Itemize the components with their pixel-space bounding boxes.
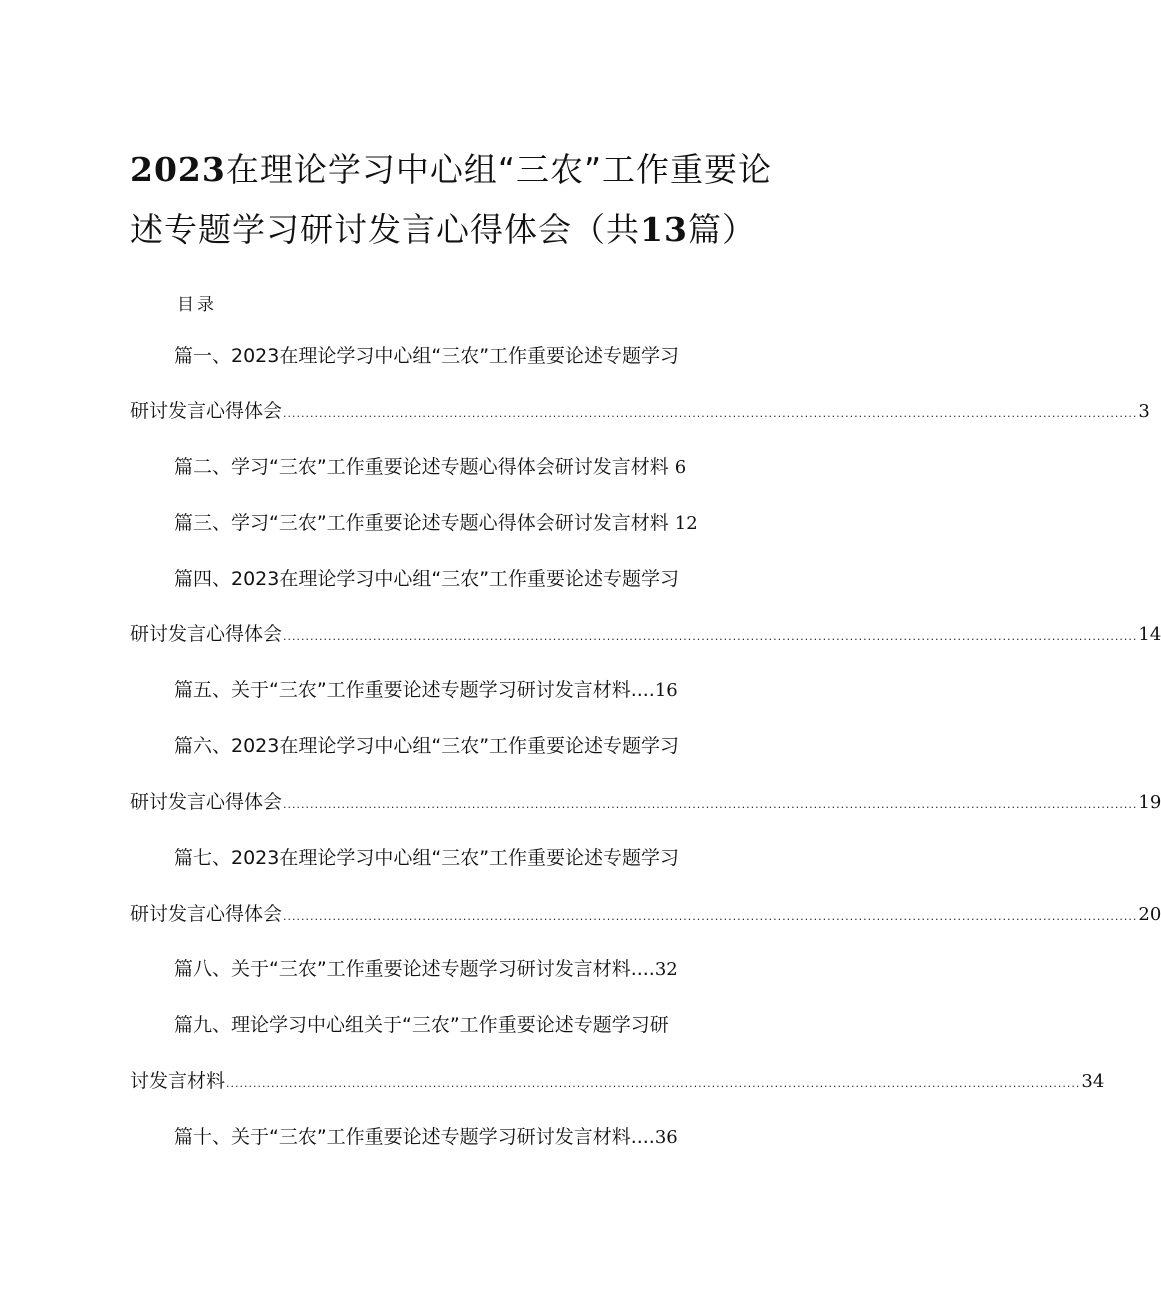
toc-entry-3[interactable]: 篇三、学习“三农”工作重要论述专题心得体会研讨发言材料 12 — [174, 512, 698, 534]
toc-entry-6-line-1[interactable]: 篇六、2023在理论学习中心组“三农”工作重要论述专题学习 — [174, 735, 680, 757]
toc-page-number: 16 — [654, 680, 678, 701]
toc-entry-9-line-2[interactable]: 讨发言材料 .............................................................................................................................................................................................. 34 — [130, 1069, 770, 1096]
toc-entry-8[interactable]: 篇八、关于“三农”工作重要论述专题学习研讨发言材料....32 — [174, 958, 678, 980]
toc-page-number: 19 — [1138, 792, 1161, 813]
toc-page-number: 6 — [674, 457, 687, 478]
toc-page-number: 34 — [1081, 1071, 1105, 1092]
toc-entry-4-line-1[interactable]: 篇四、2023在理论学习中心组“三农”工作重要论述专题学习 — [174, 568, 680, 590]
toc-entry-7-line-1[interactable]: 篇七、2023在理论学习中心组“三农”工作重要论述专题学习 — [174, 847, 680, 869]
toc-entry-9-line-1[interactable]: 篇九、理论学习中心组关于“三农”工作重要论述专题学习研 — [174, 1014, 669, 1036]
toc-leader-dots: .............................................................................................................................................................................................. — [283, 798, 1138, 811]
title-count: 13 — [640, 210, 688, 249]
toc-page-number: 32 — [654, 959, 678, 980]
document-title-line-1 — [130, 144, 780, 191]
toc-entry-2[interactable]: 篇二、学习“三农”工作重要论述专题心得体会研讨发言材料 6 — [174, 456, 687, 478]
toc-page-number: 20 — [1138, 904, 1161, 925]
toc-entry-6-line-2[interactable]: 研讨发言心得体会 .............................................................................................................................................................................................. 19 — [130, 790, 770, 817]
title-line-2-end: 篇） — [687, 210, 756, 249]
toc-entry-10[interactable]: 篇十、关于“三农”工作重要论述专题学习研讨发言材料....36 — [174, 1126, 678, 1148]
toc-entry-1-line-1[interactable]: 篇一、2023在理论学习中心组“三农”工作重要论述专题学习 — [174, 345, 680, 367]
toc-leader-dots: .............................................................................................................................................................................................. — [283, 407, 1138, 420]
title-line-2-text: 述专题学习研讨发言心得体会（共 — [130, 210, 640, 249]
toc-page-number: 3 — [1138, 401, 1150, 422]
toc-page-number: 14 — [1138, 624, 1161, 645]
toc-entry-1-line-2[interactable]: 研讨发言心得体会 .............................................................................................................................................................................................. 3 — [130, 399, 770, 426]
toc-heading: 目录 — [177, 295, 217, 315]
title-line-1-text: 在理论学习中心组“三农”工作重要论 — [225, 150, 773, 189]
title-year: 2023 — [130, 150, 226, 189]
toc-page-number: 36 — [654, 1127, 678, 1148]
toc-entry-5[interactable]: 篇五、关于“三农”工作重要论述专题学习研讨发言材料....16 — [174, 679, 678, 701]
toc-entry-4-line-2[interactable]: 研讨发言心得体会 .............................................................................................................................................................................................. 14 — [130, 622, 770, 649]
toc-leader-dots: .............................................................................................................................................................................................. — [283, 630, 1138, 643]
toc-entry-7-line-2[interactable]: 研讨发言心得体会 .............................................................................................................................................................................................. 20 — [130, 902, 770, 929]
toc-leader-dots: .............................................................................................................................................................................................. — [283, 910, 1138, 923]
document-title-line-2 — [130, 204, 780, 251]
toc-leader-dots: .............................................................................................................................................................................................. — [226, 1077, 1081, 1090]
toc-page-number: 12 — [674, 513, 698, 534]
